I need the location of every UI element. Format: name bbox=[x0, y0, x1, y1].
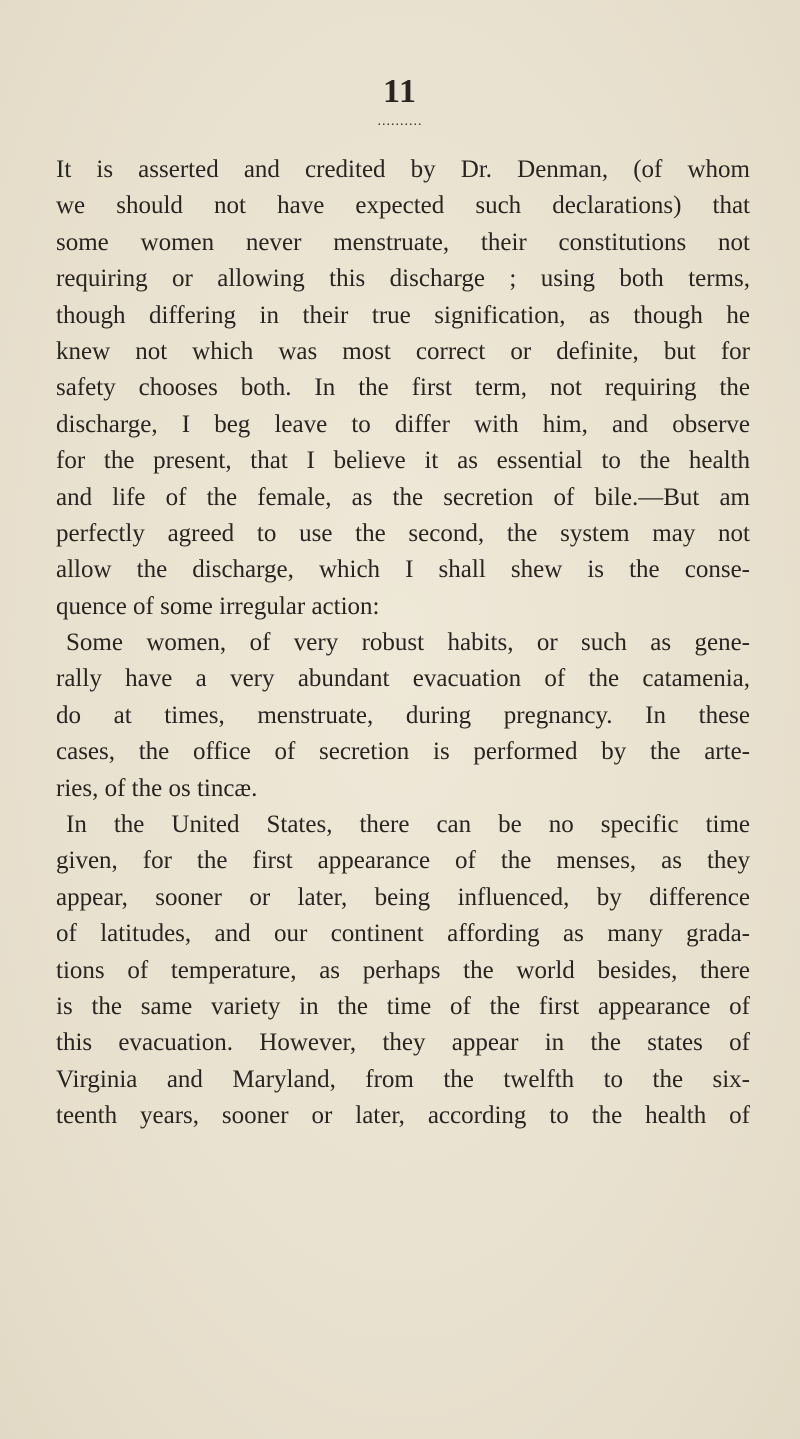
text-line: is the same variety in the time of the first appearance of bbox=[56, 992, 750, 1020]
text-line: Virginia and Maryland, from the twelfth to the six- bbox=[56, 1065, 750, 1093]
text-line: some women never menstruate, their constitutions not bbox=[56, 228, 750, 256]
text-line: given, for the first appearance of the menses, as they bbox=[56, 847, 750, 875]
text-line: this evacuation. However, they appear in the states of bbox=[56, 1029, 750, 1057]
text-line: and life of the female, as the secretion of bile.—But am bbox=[56, 483, 750, 511]
text-line: of latitudes, and our continent affording as many grada- bbox=[56, 920, 750, 948]
text-line: Some women, of very robust habits, or such as gene- bbox=[66, 629, 750, 657]
text-line: allow the discharge, which I shall shew is the conse- bbox=[56, 556, 750, 584]
text-line: teenth years, sooner or later, according to the health of bbox=[56, 1102, 750, 1130]
text-line: It is asserted and credited by Dr. Denman, (of whom bbox=[56, 156, 750, 183]
text-line: appear, sooner or later, being influenced, by difference bbox=[56, 883, 750, 911]
text-line: for the present, that I believe it as essential to the health bbox=[56, 447, 750, 475]
body-text bbox=[56, 152, 750, 1135]
text-line: perfectly agreed to use the second, the system may not bbox=[56, 519, 750, 547]
text-line: discharge, I beg leave to differ with him, and observe bbox=[56, 410, 750, 438]
page-number: 11 bbox=[382, 73, 418, 110]
text-line: quence of some irregular action: bbox=[56, 592, 380, 620]
text-line: we should not have expected such declarations) that bbox=[56, 192, 750, 220]
text-line: safety chooses both. In the first term, not requiring the bbox=[56, 374, 750, 402]
text-line: requiring or allowing this discharge ; using both terms, bbox=[56, 265, 750, 293]
text-line: ries, of the os tincæ. bbox=[56, 774, 258, 802]
text-line: tions of temperature, as perhaps the world besides, there bbox=[56, 956, 750, 984]
page-number-rule: .......... bbox=[377, 114, 423, 129]
text-line: though differing in their true signification, as though he bbox=[56, 301, 750, 329]
text-line: knew not which was most correct or definite, but for bbox=[56, 337, 750, 365]
text-line: In the United States, there can be no specific time bbox=[66, 811, 750, 839]
text-line: cases, the office of secretion is performed by the arte- bbox=[56, 738, 750, 766]
text-line: do at times, menstruate, during pregnancy. In these bbox=[56, 701, 750, 729]
text-line: rally have a very abundant evacuation of the catamenia, bbox=[56, 665, 750, 693]
